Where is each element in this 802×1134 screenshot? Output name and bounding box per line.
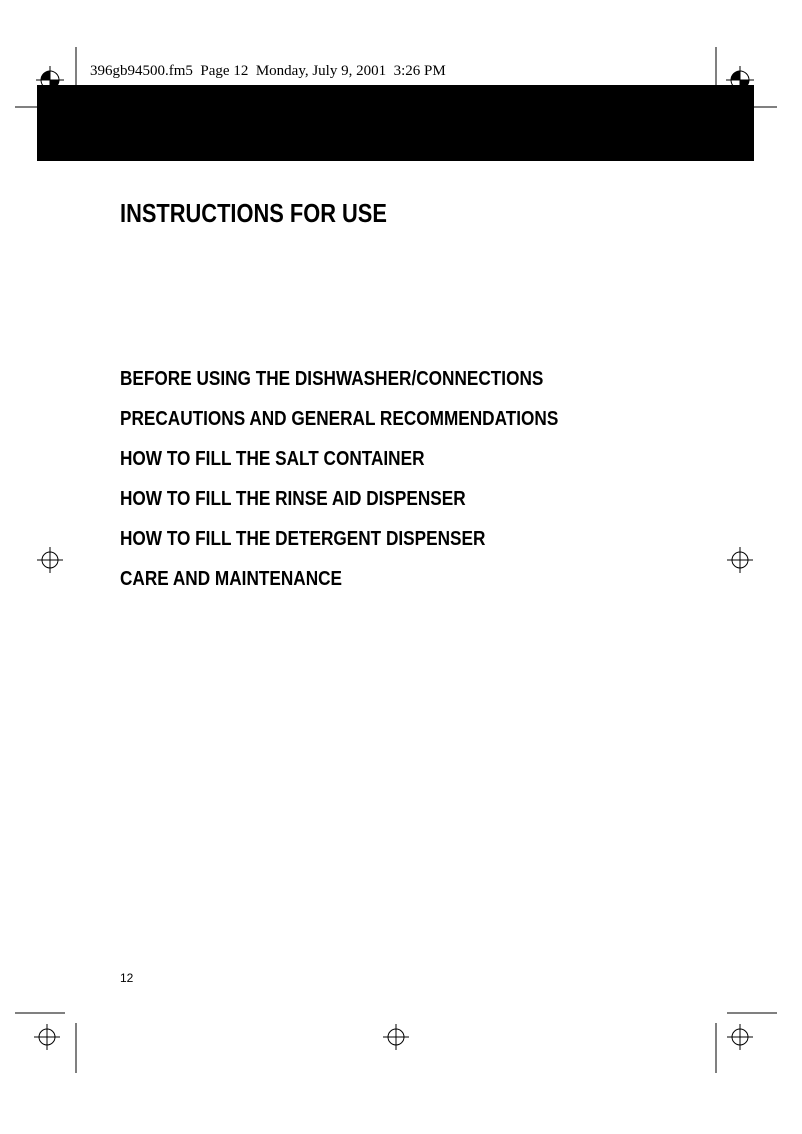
contents-item-care-maintenance: CARE AND MAINTENANCE — [120, 568, 343, 590]
registration-target-icon — [383, 1024, 409, 1050]
contents-item-salt-container: HOW TO FILL THE SALT CONTAINER — [120, 448, 425, 470]
contents-list — [120, 366, 630, 606]
registration-target-icon — [727, 547, 753, 573]
registration-target-icon — [34, 1024, 60, 1050]
page-number: 12 — [120, 971, 134, 985]
file-meta-line: 396gb94500.fm5 Page 12 Monday, July 9, 2001 3:26 PM — [90, 63, 446, 79]
contents-item-before-using: BEFORE USING THE DISHWASHER/CONNECTIONS — [120, 368, 544, 390]
page-title: INSTRUCTIONS FOR USE — [120, 198, 387, 228]
contents-item-precautions: PRECAUTIONS AND GENERAL RECOMMENDATIONS — [120, 408, 559, 430]
contents-item-detergent: HOW TO FILL THE DETERGENT DISPENSER — [120, 528, 486, 550]
registration-target-icon — [37, 547, 63, 573]
contents-item-rinse-aid: HOW TO FILL THE RINSE AID DISPENSER — [120, 488, 466, 510]
registration-target-icon — [727, 1024, 753, 1050]
header-band — [37, 85, 754, 161]
